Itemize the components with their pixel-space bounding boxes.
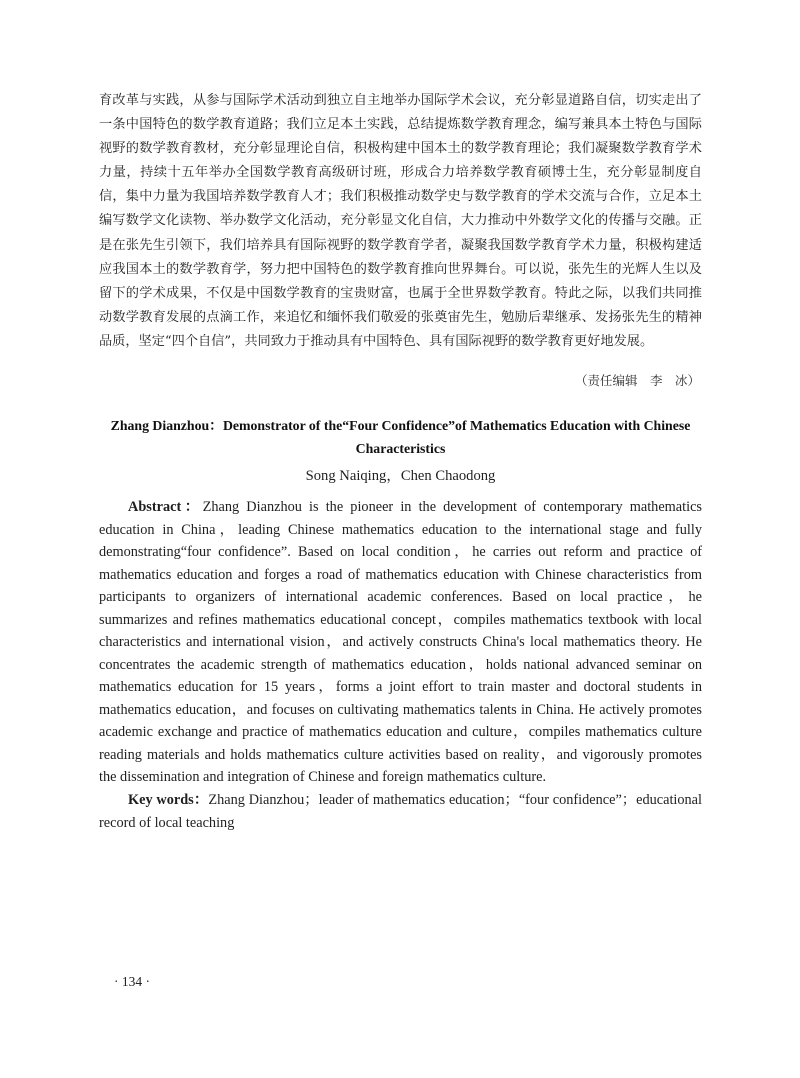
english-title: Zhang Dianzhou：Demonstrator of the“Four Confidence”of Mathematics Education with Chinese Characteristics — [110, 418, 691, 456]
abstract-text: Zhang Dianzhou is the pioneer in the development of contemporary mathematics education in China，leading Chinese mathematics education to the international stage and fully demonstrating“four confidence”. Based on local condition，he carries out reform and practice of mathematics education and forges a road of mathematics education with Chinese characteristics from participants to organizers of international academic conferences. Based on local practice，he summarizes and refines mathematics educational concept，compiles mathematics textbook with local characteristics and international vision，and actively constructs China's local mathematics theory. He concentrates the academic strength of mathematics education，holds national advanced seminar on mathematics education for 15 years，forms a joint effort to train master and doctoral students in mathematics education，and focuses on cultivating mathematics talents in China. He actively promotes academic exchange and practice of mathematics education and culture，compiles mathematics culture reading materials and holds mathematics culture activities based on reality，and vigorously promotes the dissemination and integration of Chinese and foreign mathematics culture. — [99, 499, 702, 785]
keywords-text: Zhang Dianzhou；leader of mathematics education；“four confidence”；educational record of local teaching — [99, 792, 702, 831]
abstract-paragraph — [99, 496, 702, 789]
keywords-paragraph — [99, 789, 702, 834]
english-authors: Song Naiqing，Chen Chaodong — [305, 468, 496, 484]
page-number: · 134 · — [114, 974, 150, 989]
abstract-label: Abstract： — [128, 499, 203, 515]
editor-credit: （责任编辑 李 冰） — [574, 373, 700, 388]
keywords-label: Key words： — [128, 792, 209, 808]
chinese-body-paragraph: 育改革与实践，从参与国际学术活动到独立自主地举办国际学术会议，充分彰显道路自信，切实走出了一条中国特色的数学教育道路；我们立足本土实践，总结提炼数学教育理念，编写兼具本土特色与国际视野的数学教育教材，充分彰显理论自信，积极构建中国本土的数学教育理论；我们凝聚数学教育学术力量，持续十五年举办全国数学教育高级研讨班，形成合力培养数学教育硕博士生，充分彰显制度自信，集中力量为我国培养数学教育人才；我们积极推动数学史与数学教育的学术交流与合作，立足本土编写数学文化读物、举办数学文化活动，充分彰显文化自信，大力推动中外数学文化的传播与交融。正是在张先生引领下，我们培养具有国际视野的数学教育学者，凝聚我国数学教育学术力量，积极构建适应我国本土的数学教育学，努力把中国特色的数学教育推向世界舞台。可以说，张先生的光辉人生以及留下的学术成果，不仅是中国数学教育的宝贵财富，也属于全世界数学教育。特此之际，以我们共同推动数学教育发展的点滴工作，来追忆和缅怀我们敬爱的张奠宙先生，勉励后辈继承、发扬张先生的精神品质，坚定“四个自信”，共同致力于推动具有中国特色、具有国际视野的数学教育更好地发展。 — [99, 93, 702, 349]
